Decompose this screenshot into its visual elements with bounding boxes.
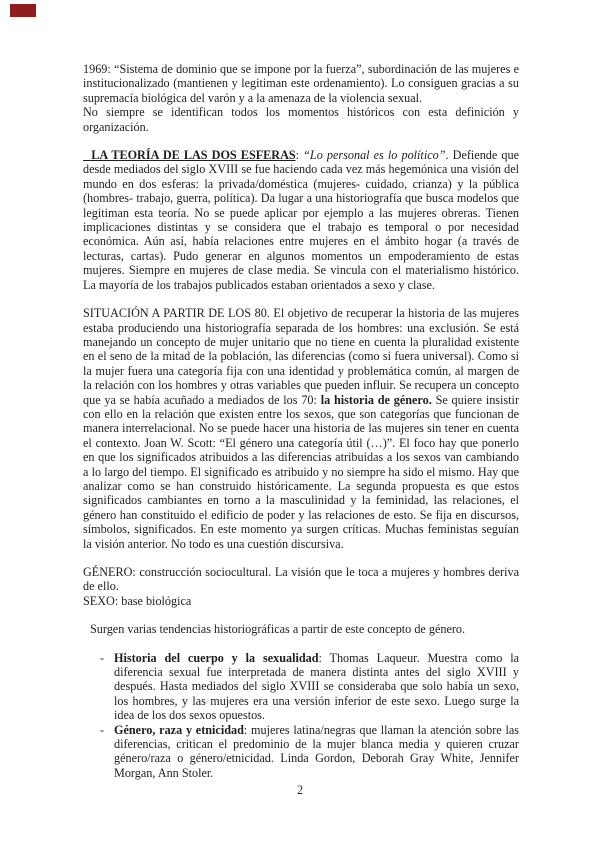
page-content bbox=[83, 62, 519, 780]
text-run: Se quiere insistir con ello en la relación que existen entre los sexos, que son categorías que funcionan de manera interrelacional. No se puede hacer una historia de las mujeres sin tener en cuenta el contexto. Joan W. Scott: “El género una categoría útil (…)”. El foco hay que ponerlo en que los significados atribuidos a las diferencias atribuidas a los sexos van cambiando a lo largo del tiempo. El significado es atribuido y no siempre ha sido el mismo. Hay que analizar como se han construido históricamente. La segunda propuesta es que estos significados cambiantes en torno a la masculinidad y la feminidad, las relaciones, el género han constituido el edificio de poder y las relaciones de esto. Se fija en discursos, símbolos, significados. En este momento ya surgen críticas. Muchas feministas seguían la visión anterior. No todo es una cuestión discursiva. bbox=[83, 392, 519, 551]
term-historia-de-genero: la historia de género. bbox=[320, 392, 432, 407]
bullet-dash: - bbox=[100, 650, 105, 665]
bullet-title: Género, raza y etnicidad bbox=[114, 722, 244, 737]
list-item-historia-cuerpo bbox=[83, 651, 519, 723]
list-item-genero-raza-etnicidad bbox=[83, 723, 519, 781]
text-run: : mujeres latina/negras que llaman la atención sobre las diferencias, critican el predominio de la mujer blanca media y quieren cruzar género/raza o género/etnicidad. Linda Gordon, Deborah Gray White, Jennifer Morgan, Ann Stoler. bbox=[114, 722, 519, 780]
paragraph-dominio-1969: 1969: “Sistema de dominio que se impone por la fuerza”, subordinación de las mujeres e institucionalizado (mantienen y legitiman este ordenamiento). Lo consiguen gracias a su supremacía biológica del varón y a la amenaza de la violencia sexual. bbox=[83, 62, 519, 105]
text-run: : Thomas Laqueur. Muestra como la diferencia sexual fue interpretada de manera distinta antes del siglo XVIII y después. Hasta mediados del siglo XVIII se consideraba que solo había un sexo, los hombres, y las mujeres era una versión inferior de este sexo. Luego surge la idea de los dos sexos opuestos. bbox=[114, 650, 519, 723]
heading-teoria-dos-esferas: LA TEORÍA DE LAS DOS ESFERAS bbox=[83, 148, 296, 163]
text-run: . Defiende que desde mediados del siglo XVIII se fue haciendo cada vez más hegemónica una visión del mundo en dos esferas: la privada/doméstica (mujeres- cuidado, crianza) y la pública (hombres- trabajo, guerra, política). Da lugar a una historiografía que busca modelos que legitiman esta teoría. No se puede aplicar por ejemplo a las mujeres obreras. Tienen implicaciones distintas y se considera que el trabajo es temporal o por necesidad económica. Aún así, había relaciones entre mujeres en el ámbito hogar (a través de lecturas, cartas). Pudo generar en algunos momentos un empoderamiento de estas mujeres. Siempre en mujeres de clase media. Se vincula con el materialismo histórico. La mayoría de los trabajos publicados estaban orientados a sexo y clase. bbox=[83, 148, 519, 292]
page-number: 2 bbox=[296, 783, 304, 797]
bullet-title: Historia del cuerpo y la sexualidad bbox=[114, 650, 319, 665]
definition-sexo: SEXO: base biológica bbox=[83, 593, 192, 608]
bullet-list bbox=[83, 651, 519, 781]
definition-genero: GÉNERO: construcción sociocultural. La visión que le toca a mujeres y hombres deriva de ello. bbox=[83, 565, 519, 594]
paragraph-situacion-anos-80 bbox=[83, 306, 519, 551]
text-run: : bbox=[295, 148, 304, 163]
corner-red-mark bbox=[10, 4, 36, 17]
text-run: SITUACIÓN A PARTIR DE LOS 80. El objetivo de recuperar la historia de las mujeres estaba produciendo una historiografía separada de los hombres: una exclusión. Se está manejando un concepto de mujer unitario que no tiene en cuenta la pluralidad existente en el seno de la mitad de la población, las diferencias (como si fuera universal). Como si la mujer fuera una categoría fija con una identidad y problemática común, al margen de la relación con los hombres y otras variables que pueden influir. Se recupera un concepto que ya se había acuñado a mediados de los 70: bbox=[83, 306, 519, 407]
quote-lo-personal-es-lo-politico: “Lo personal es lo político” bbox=[303, 148, 446, 163]
paragraph-teoria-dos-esferas bbox=[83, 148, 519, 292]
paragraph-tendencias-intro: Surgen varias tendencias historiográficas a partir de este concepto de género. bbox=[90, 622, 466, 637]
paragraph-momentos-historicos: No siempre se identifican todos los momentos históricos con esta definición y organización. bbox=[83, 105, 519, 134]
bullet-dash: - bbox=[100, 722, 105, 737]
